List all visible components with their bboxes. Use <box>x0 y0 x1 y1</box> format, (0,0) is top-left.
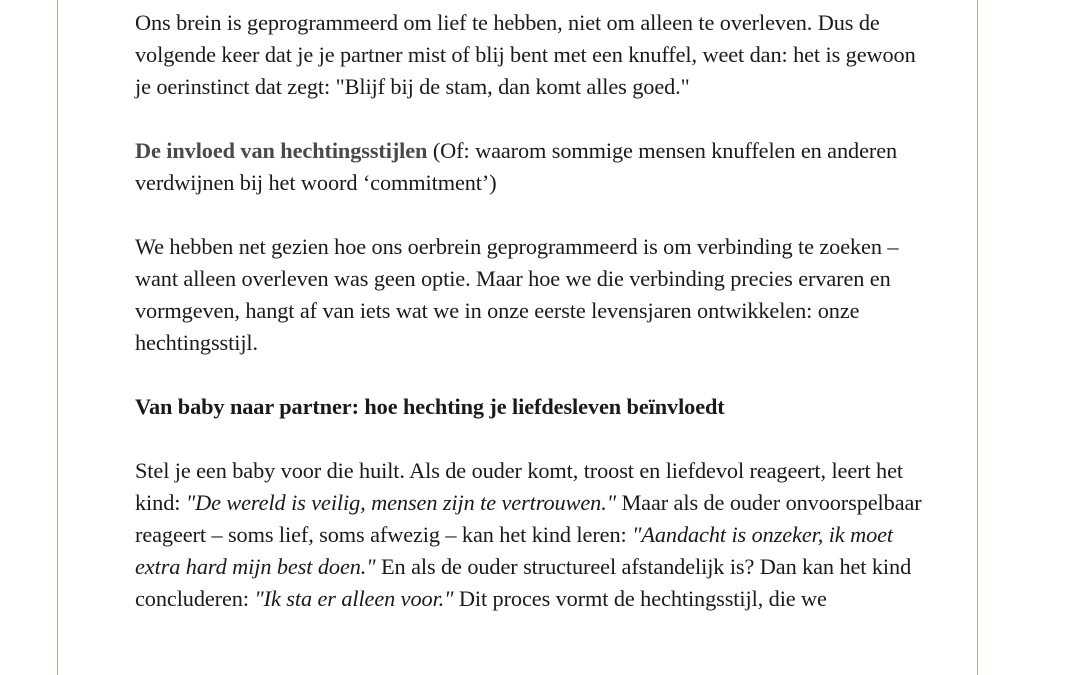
paragraph-gap <box>135 103 935 135</box>
section-title: De invloed van hechtingsstijlen <box>135 138 428 163</box>
section-intro <box>135 135 935 199</box>
section-subtitle: (Of: waarom sommige mensen knuffelen en anderen verdwijnen bij het woord ‘commitment’) <box>135 138 898 195</box>
text-run: Maar als de ouder onvoorspelbaar reageert – soms lief, soms afwezig – kan het kind leren: <box>135 490 922 547</box>
paragraph-baby <box>135 455 935 615</box>
document-body <box>135 7 935 615</box>
paragraph-gap <box>135 423 935 455</box>
paragraph-intro: Ons brein is geprogrammeerd om lief te hebben, niet om alleen te overleven. Dus de volgende keer dat je je partner mist of blij bent met een knuffel, weet dan: het is gewoon je oerinstinct dat zegt: "Blijf bij de stam, dan komt alles goed." <box>135 10 916 99</box>
text-run: En als de ouder structureel afstandelijk is? Dan kan het kind concluderen: <box>135 554 912 611</box>
quote-safe: "De wereld is veilig, mensen zijn te vertrouwen." <box>185 490 616 515</box>
paragraph-gap <box>135 359 935 391</box>
paragraph-gap <box>135 199 935 231</box>
paragraph-attachment: We hebben net gezien hoe ons oerbrein geprogrammeerd is om verbinding te zoeken – want alleen overleven was geen optie. Maar hoe we die verbinding precies ervaren en vormgeven, hangt af van iets wat we in onze eerste levensjaren ontwikkelen: onze hechtingsstijl. <box>135 234 899 355</box>
text-run: Dit proces vormt de hechtingsstijl, die we <box>453 586 827 611</box>
section-heading: Van baby naar partner: hoe hechting je liefdesleven beïnvloedt <box>135 394 725 419</box>
quote-uncertain: "Aandacht is onzeker, ik moet extra hard mijn best doen." <box>135 522 894 579</box>
quote-alone: "Ik sta er alleen voor." <box>254 586 454 611</box>
text-run: Stel je een baby voor die huilt. Als de ouder komt, troost en liefdevol reageert, leert het kind: <box>135 458 903 515</box>
